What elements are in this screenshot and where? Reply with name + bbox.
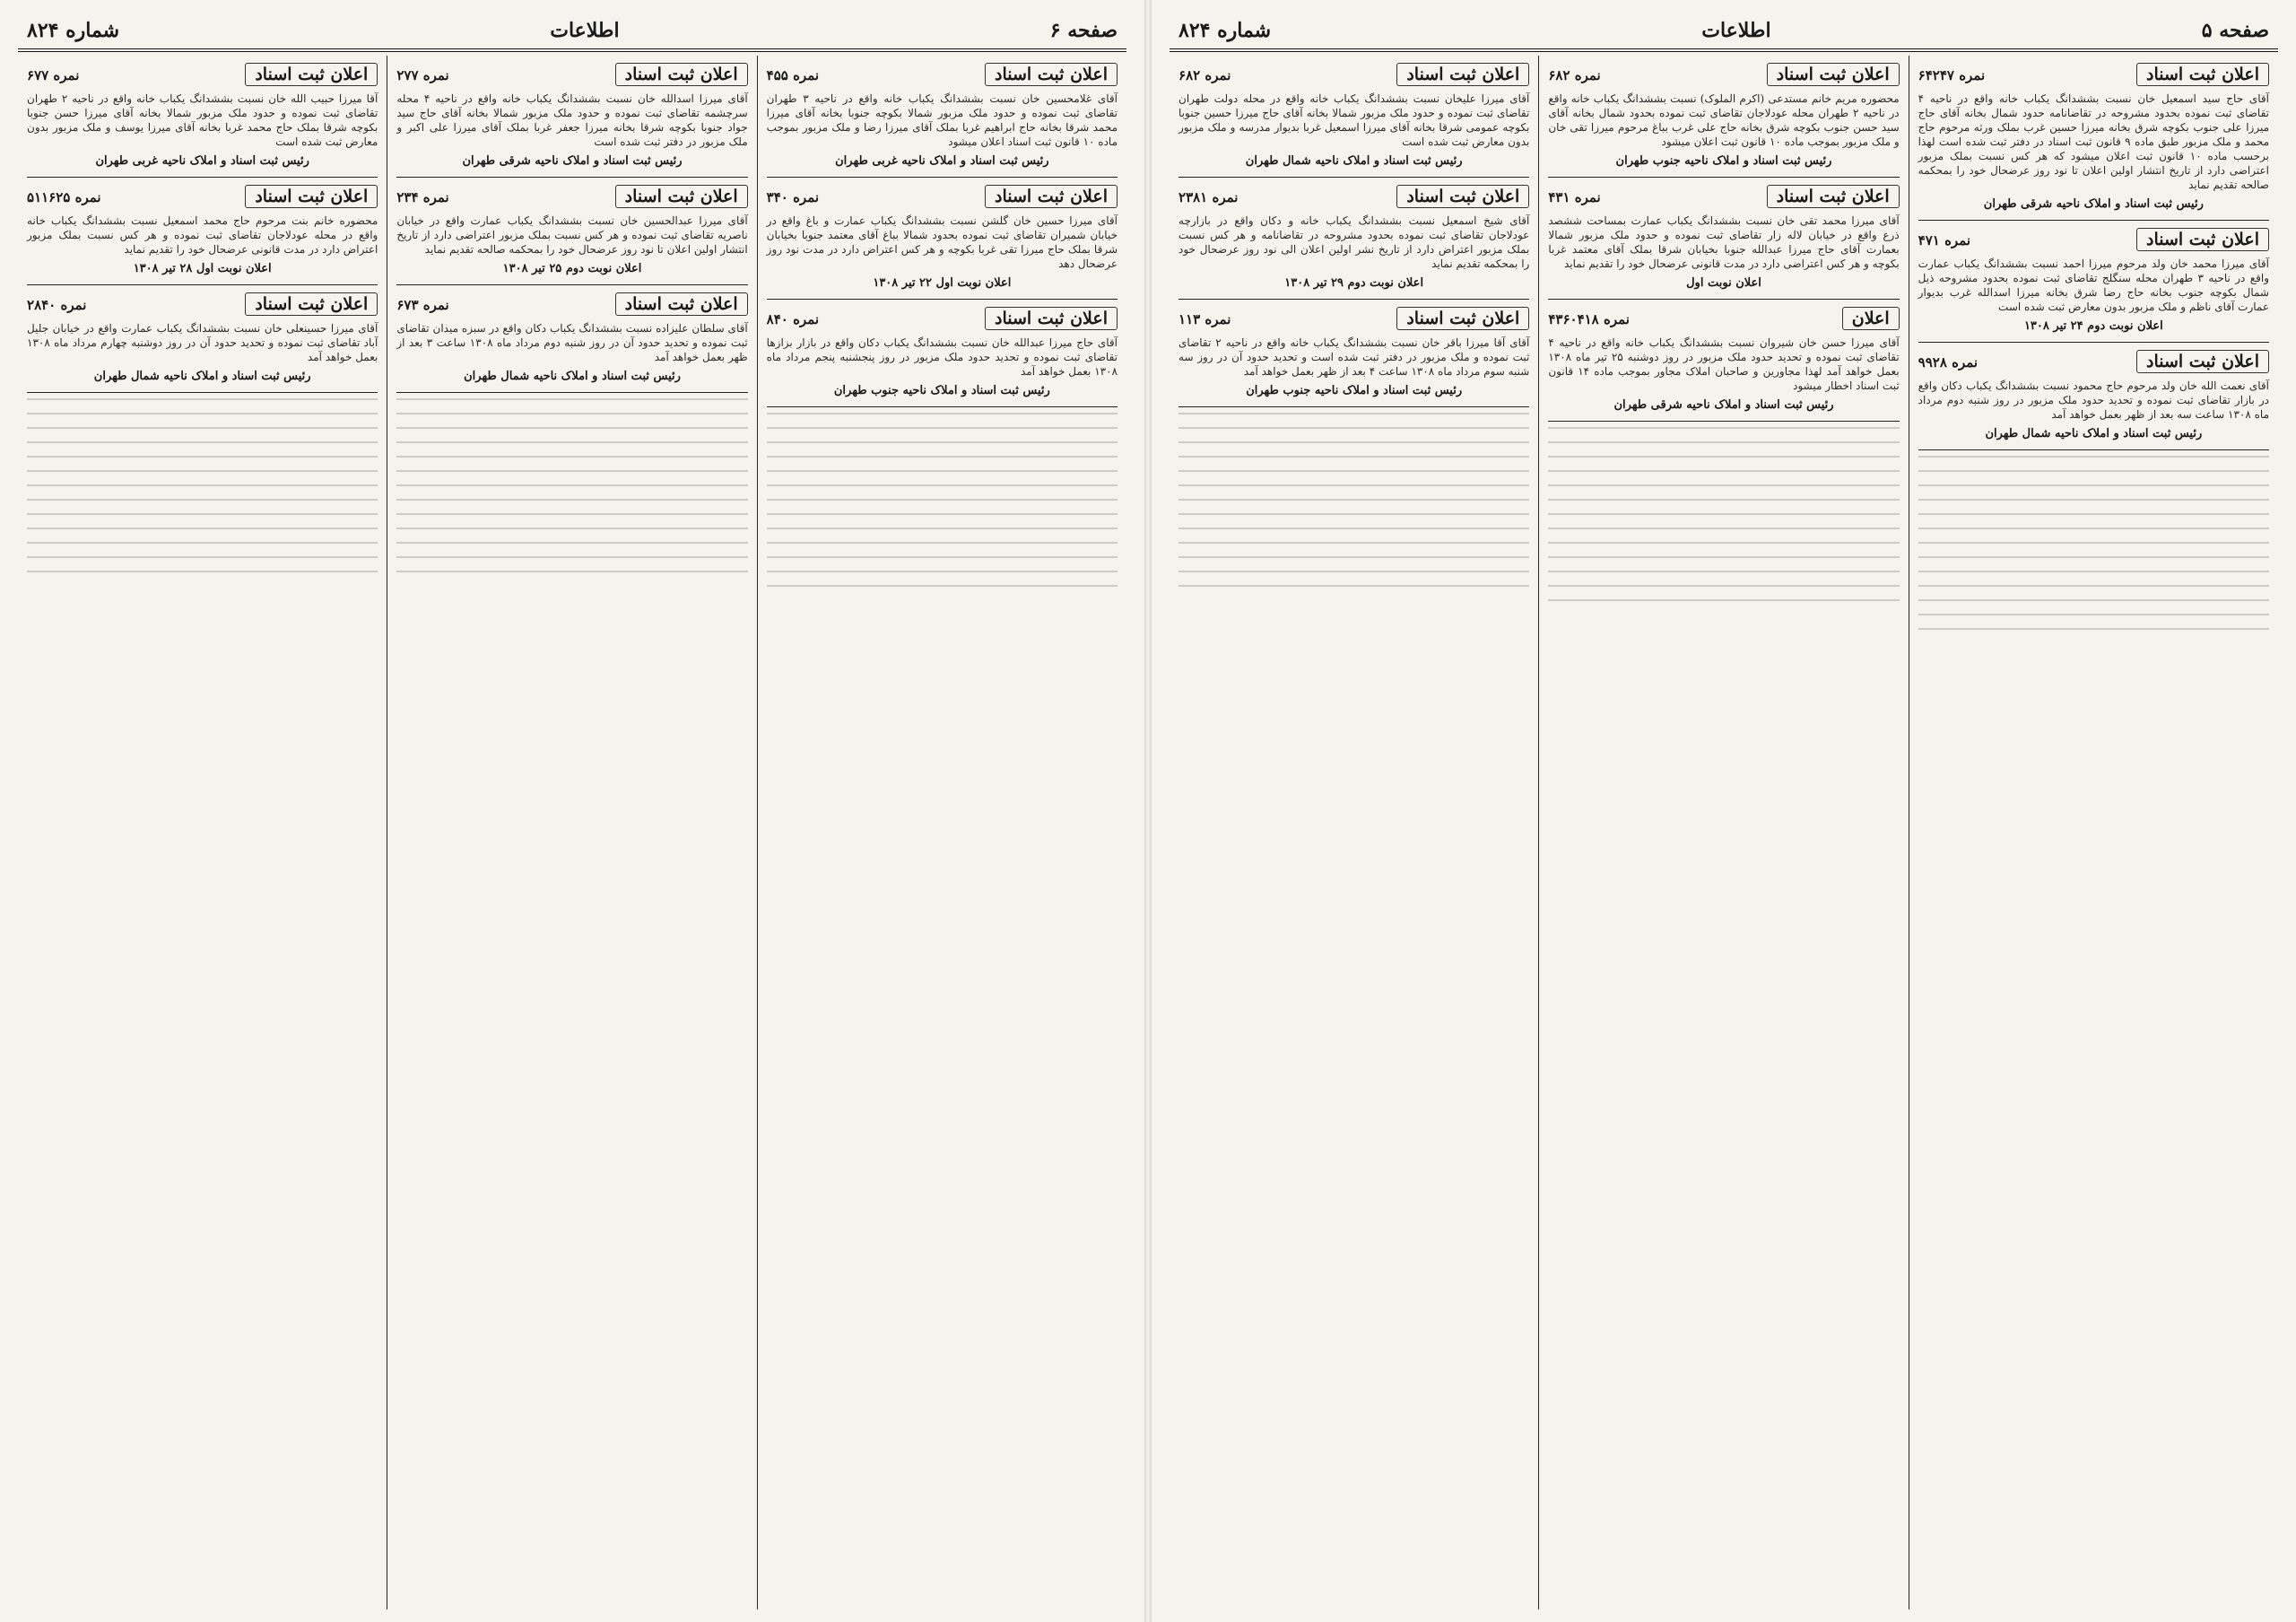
notice-title: اعلان ثبت اسناد (615, 63, 748, 86)
notice-footer: رئیس ثبت اسناد و املاک ناحیه جنوب طهران (833, 384, 1050, 397)
notice-body: آقای شیخ اسمعیل نسبت بششدانگ یکباب خانه و دکان واقع در بازارچه عودلاجان تقاضای ثبت نموده بحدود مشروحه در تقاضانامه و هر کس نسبت بملک مزبور اعتراض دارد از تاریخ نشر اولین اعلان الی نود روز عرضحال خود را بمحکمه تقدیم نماید (1178, 214, 1530, 270)
notice-footer: رئیس ثبت اسناد و املاک ناحیه جنوب طهران (1615, 154, 1832, 168)
column (757, 56, 1126, 1609)
notice-body: محضوره مریم خانم مستدعی (اکرم الملوک) نسبت بششدانگ یکباب خانه واقع در ناحیه ۲ طهران محله عودلاجان تقاضای ثبت نموده بحدود شمال بخانه آقای سید حسن جنوب بکوچه شرق بخانه حاج علی غرب بباغ مرحوم میرزا تقی خان و ملک مزبور بموجب ماده ۱۰ قانون ثبت اعلان میشود (1548, 92, 1900, 148)
column (387, 56, 756, 1609)
dense-text-block (767, 413, 1118, 592)
notice-number: نمره ۴۳۱ (1548, 189, 1601, 205)
notice-title: اعلان ثبت اسناد (2136, 63, 2269, 86)
notice-body: محضوره خانم بنت مرحوم حاج محمد اسمعیل نسبت بششدانگ یکباب خانه واقع در محله عودلاجان تقاضای ثبت نموده و هر کس نسبت بملک مزبور اعتراض دارد در مدت قانونی عرضحال خود را تقدیم نماید (27, 214, 378, 256)
notice-footer: رئیس ثبت اسناد و املاک ناحیه شمال طهران (1245, 154, 1463, 168)
notice-number: نمره ۶۸۲ (1548, 67, 1601, 83)
notice-title: اعلان ثبت اسناد (1396, 307, 1529, 330)
notice-body: آقای میرزا عبدالحسین خان نسبت بششدانگ یکباب عمارت واقع در خیابان ناصریه تقاضای ثبت نموده و هر کس نسبت بملک مزبور اعتراضی دارد از تاریخ انتشار اولین اعلان تا نود روز عرضحال خود را بمحکمه صالحه تقدیم نماید (396, 214, 748, 256)
notice-footer: اعلان نوبت دوم ۲۹ تیر ۱۳۰۸ (1284, 276, 1424, 290)
notice (27, 285, 378, 393)
notice-number: نمره ۴۳۶۰۴۱۸ (1548, 311, 1630, 327)
notice-number: نمره ۲۳۸۱ (1178, 189, 1239, 205)
notice-number: نمره ۹۹۲۸ (1918, 354, 1979, 371)
notice (396, 56, 747, 178)
notice-title: اعلان ثبت اسناد (245, 63, 378, 86)
column (1538, 56, 1908, 1609)
notice-title: اعلان ثبت اسناد (1767, 63, 1900, 86)
notice-footer: رئیس ثبت اسناد و املاک ناحیه شمال طهران (1985, 427, 2203, 440)
notice-title: اعلان ثبت اسناد (1396, 185, 1529, 208)
notice-body: آقای حاج میرزا عبدالله خان نسبت بششدانگ یکباب دکان واقع در بازار بزازها تقاضای ثبت نموده و تحدید حدود ملک مزبور در روز پنجشنبه پنجم مرداد ماه ۱۳۰۸ بعمل خواهد آمد (766, 336, 1118, 378)
notice-number: نمره ۴۷۱ (1918, 232, 1971, 249)
dense-text-block (1178, 413, 1529, 592)
columns-left (18, 56, 1126, 1609)
notice (767, 56, 1118, 178)
issue-number: شماره ۸۲۴ (27, 19, 120, 42)
notice-body: آقای میرزا علیخان نسبت بششدانگ یکباب خانه واقع در محله دولت طهران تقاضای ثبت نموده و حدود ملک مزبور شمالا بخانه آقای حاج میرزا حسین جنوبا بکوچه عمومی شرقا بخانه آقای میرزا اسمعیل غربا بدیوار مدرسه و ملک مزبور بدون معارض ثبت شده است (1178, 92, 1530, 148)
page-number: صفحه ۶ (1049, 19, 1118, 42)
notice (1548, 178, 1899, 300)
dense-text-block (1918, 456, 2269, 635)
notice-footer: رئیس ثبت اسناد و املاک ناحیه شرقی طهران (1613, 398, 1834, 412)
notice-body: آقای میرزا حسینعلی خان نسبت بششدانگ یکباب عمارت واقع در خیابان جلیل آباد تقاضای ثبت نموده و تحدید حدود آن در روز دوشنبه چهارم مرداد ماه ۱۳۰۸ بعمل خواهد آمد (27, 322, 378, 363)
column (1170, 56, 1538, 1609)
notice-title: اعلان (1842, 307, 1900, 330)
masthead-right (1170, 13, 2278, 52)
notice-title: اعلان ثبت اسناد (615, 185, 748, 208)
columns-right (1170, 56, 2278, 1609)
notice (767, 300, 1118, 407)
notice-title: اعلان ثبت اسناد (615, 292, 748, 316)
notice-body: آقای میرزا حسین خان گلشن نسبت بششدانگ یکباب عمارت و باغ واقع در خیابان شمیران تقاضای ثبت نموده بحدود شمالا بباغ آقای معتمد جنوبا بخیابان شرقا بملک حاج میرزا تقی غربا بکوچه و هر کس اعتراض دارد در مدت نود روز عرضحال دهد (766, 214, 1118, 270)
column (18, 56, 387, 1609)
notice-title: اعلان ثبت اسناد (2136, 350, 2269, 373)
notice (1178, 56, 1529, 178)
notice-title: اعلان ثبت اسناد (985, 63, 1118, 86)
masthead-left (18, 13, 1126, 52)
notice-number: نمره ۴۵۵ (766, 67, 820, 83)
notice-body: آقای سلطان علیزاده نسبت بششدانگ یکباب دکان واقع در سبزه میدان تقاضای ثبت نموده و تحدید حدود آن در روز شنبه دوم مرداد ماه ۱۳۰۸ ساعت ۳ بعد از ظهر بعمل خواهد آمد (396, 322, 748, 363)
dense-text-block (396, 398, 747, 578)
notice-body: آقای میرزا محمد تقی خان نسبت بششدانگ یکباب عمارت بمساحت ششصد ذرع واقع در خیابان لاله زار تقاضای ثبت نموده و حدود ملک مزبور شمالا بعمارت آقای حاج میرزا عبدالله جنوبا بخیابان شرقا بملک آقای معتمد غربا بکوچه و هر کس اعتراضی دارد در مدت قانونی عرضحال خود را تقدیم نماید (1548, 214, 1900, 270)
notice-title: اعلان ثبت اسناد (1396, 63, 1529, 86)
notice (1918, 56, 2269, 221)
page-right (1152, 0, 2296, 1622)
notice-number: نمره ۲۳۴ (396, 189, 449, 205)
notice-body: آقای آقا میرزا باقر خان نسبت بششدانگ یکباب خانه واقع در ناحیه ۲ تقاضای ثبت نموده و ملک مزبور در دفتر ثبت شده است و تحدید حدود آن در روز سه شنبه سوم مرداد ماه ۱۳۰۸ ساعت ۴ بعد از ظهر بعمل خواهد آمد (1178, 336, 1530, 378)
notice-footer: اعلان نوبت دوم ۲۵ تیر ۱۳۰۸ (502, 262, 642, 275)
notice (27, 178, 378, 285)
notice (1548, 56, 1899, 178)
notice-title: اعلان ثبت اسناد (2136, 228, 2269, 251)
notice-number: نمره ۱۱۳ (1178, 311, 1231, 327)
notice-footer: رئیس ثبت اسناد و املاک ناحیه شمال طهران (93, 370, 311, 383)
notice-number: نمره ۵۱۱۶۲۵ (27, 189, 101, 205)
notice-number: نمره ۳۴۰ (766, 189, 820, 205)
dense-text-block (1548, 427, 1899, 606)
notice-body: آقای نعمت الله خان ولد مرحوم حاج محمود نسبت بششدانگ یکباب دکان واقع در بازار تقاضای ثبت نموده و تحدید حدود ملک مزبور در روز شنبه دوم مرداد ماه ۱۳۰۸ ساعت سه بعد از ظهر بعمل خواهد آمد (1918, 379, 2269, 421)
notice-footer: رئیس ثبت اسناد و املاک ناحیه شرقی طهران (1983, 197, 2204, 211)
notice-footer: اعلان نوبت اول (1686, 276, 1761, 290)
notice (396, 285, 747, 393)
notice-footer: رئیس ثبت اسناد و املاک ناحیه جنوب طهران (1246, 384, 1463, 397)
dense-text-block (27, 398, 378, 578)
notice-number: نمره ۲۸۴۰ (27, 297, 87, 313)
notice (1918, 221, 2269, 343)
notice-title: اعلان ثبت اسناد (985, 307, 1118, 330)
paper-name: اطلاعات (550, 19, 620, 42)
page-left (0, 0, 1144, 1622)
page-number: صفحه ۵ (2201, 19, 2269, 42)
notice-title: اعلان ثبت اسناد (245, 185, 378, 208)
notice-footer: رئیس ثبت اسناد و املاک ناحیه شرقی طهران (462, 154, 683, 168)
notice-body: آقای غلامحسین خان نسبت بششدانگ یکباب خانه واقع در ناحیه ۳ طهران تقاضای ثبت نموده و حدود ملک مزبور شمالا بکوچه جنوبا بخانه آقای میرزا محمد شرقا بخانه حاج ابراهیم غربا بملک آقای میرزا رضا و ملک مزبور بموجب ماده ۱۰ قانون ثبت اسناد اعلان میشود (766, 92, 1118, 148)
notice (27, 56, 378, 178)
notice-title: اعلان ثبت اسناد (985, 185, 1118, 208)
notice (1178, 178, 1529, 300)
notice-body: آقای میرزا اسدالله خان نسبت بششدانگ یکباب خانه واقع در ناحیه ۴ محله سرچشمه تقاضای ثبت نموده و حدود ملک مزبور شمالا بخانه آقای حاج سید جواد جنوبا بکوچه شرقا بخانه میرزا جعفر غربا بملک آقای میرزا علی اکبر و ملک مزبور در دفتر ثبت شده است (396, 92, 748, 148)
notice-footer: رئیس ثبت اسناد و املاک ناحیه غربی طهران (95, 154, 309, 168)
page-gutter (1144, 0, 1152, 1622)
notice (1178, 300, 1529, 407)
column (1909, 56, 2278, 1609)
notice-number: نمره ۶۷۳ (396, 297, 449, 313)
notice (767, 178, 1118, 300)
notice (396, 178, 747, 285)
notice-title: اعلان ثبت اسناد (1767, 185, 1900, 208)
paper-name: اطلاعات (1701, 19, 1771, 42)
notice-number: نمره ۶۴۲۴۷ (1918, 67, 1986, 83)
notice-body: آقای میرزا محمد خان ولد مرحوم میرزا احمد نسبت بششدانگ یکباب عمارت واقع در ناحیه ۳ طهران محله سنگلج تقاضای ثبت نموده بحدود مشروحه ذیل شمال بکوچه جنوب بخانه حاج رضا شرق بخانه میرزا اسدالله غرب بدیوار عمارت آقای ناظم و ملک مزبور بدون معارض ثبت شده است (1918, 257, 2269, 313)
issue-number: شماره ۸۲۴ (1178, 19, 1272, 42)
notice-number: نمره ۲۷۷ (396, 67, 449, 83)
notice-footer: اعلان نوبت اول ۲۸ تیر ۱۳۰۸ (133, 262, 272, 275)
notice-footer: رئیس ثبت اسناد و املاک ناحیه غربی طهران (835, 154, 1049, 168)
notice-number: نمره ۶۷۷ (27, 67, 80, 83)
notice-footer: اعلان نوبت دوم ۲۴ تیر ۱۳۰۸ (2023, 319, 2163, 333)
notice-body: آقای حاج سید اسمعیل خان نسبت بششدانگ یکباب خانه واقع در ناحیه ۴ تقاضای ثبت نموده بحدود مشروحه در تقاضانامه حدود شمال بخانه آقای حاج میرزا علی جنوب بکوچه شرق بخانه میرزا حسین غرب بملک ورثه مرحوم حاج محمد و ملک مزبور طبق ماده ۹ قانون ثبت اسناد در دفتر ثبت شده است لهذا برحسب ماده ۱۰ قانون ثبت اعلان میشود که هر کس نسبت بملک مزبور اعتراضی دارد از تاریخ انتشار اولین اعلان تا نود روز عرضحال خود را بمحکمه صالحه تقدیم نماید (1918, 92, 2269, 191)
notice-body: آقای میرزا حسن خان شیروان نسبت بششدانگ یکباب خانه واقع در ناحیه ۴ تقاضای ثبت نموده و تحدید حدود ملک مزبور در روز دوشنبه ۲۵ تیر ماه ۱۳۰۸ بعمل خواهد آمد لهذا مجاورین و صاحبان املاک مجاور بموجب ماده ۱۴ قانون ثبت اسناد اخطار میشود (1548, 336, 1900, 392)
notice-title: اعلان ثبت اسناد (245, 292, 378, 316)
notice-number: نمره ۸۴۰ (766, 311, 820, 327)
notice-body: آقا میرزا حبیب الله خان نسبت بششدانگ یکباب خانه واقع در ناحیه ۲ طهران تقاضای ثبت نموده و حدود ملک مزبور شمالا بخانه آقای میرزا حسن جنوبا بکوچه شرقا بملک حاج محمد غربا بخانه آقای میرزا یوسف و ملک مزبور بدون معارض ثبت شده است (27, 92, 378, 148)
notice-number: نمره ۶۸۲ (1178, 67, 1231, 83)
notice-footer: رئیس ثبت اسناد و املاک ناحیه شمال طهران (464, 370, 681, 383)
notice (1918, 343, 2269, 450)
notice (1548, 300, 1899, 422)
notice-footer: اعلان نوبت اول ۲۲ تیر ۱۳۰۸ (873, 276, 1012, 290)
